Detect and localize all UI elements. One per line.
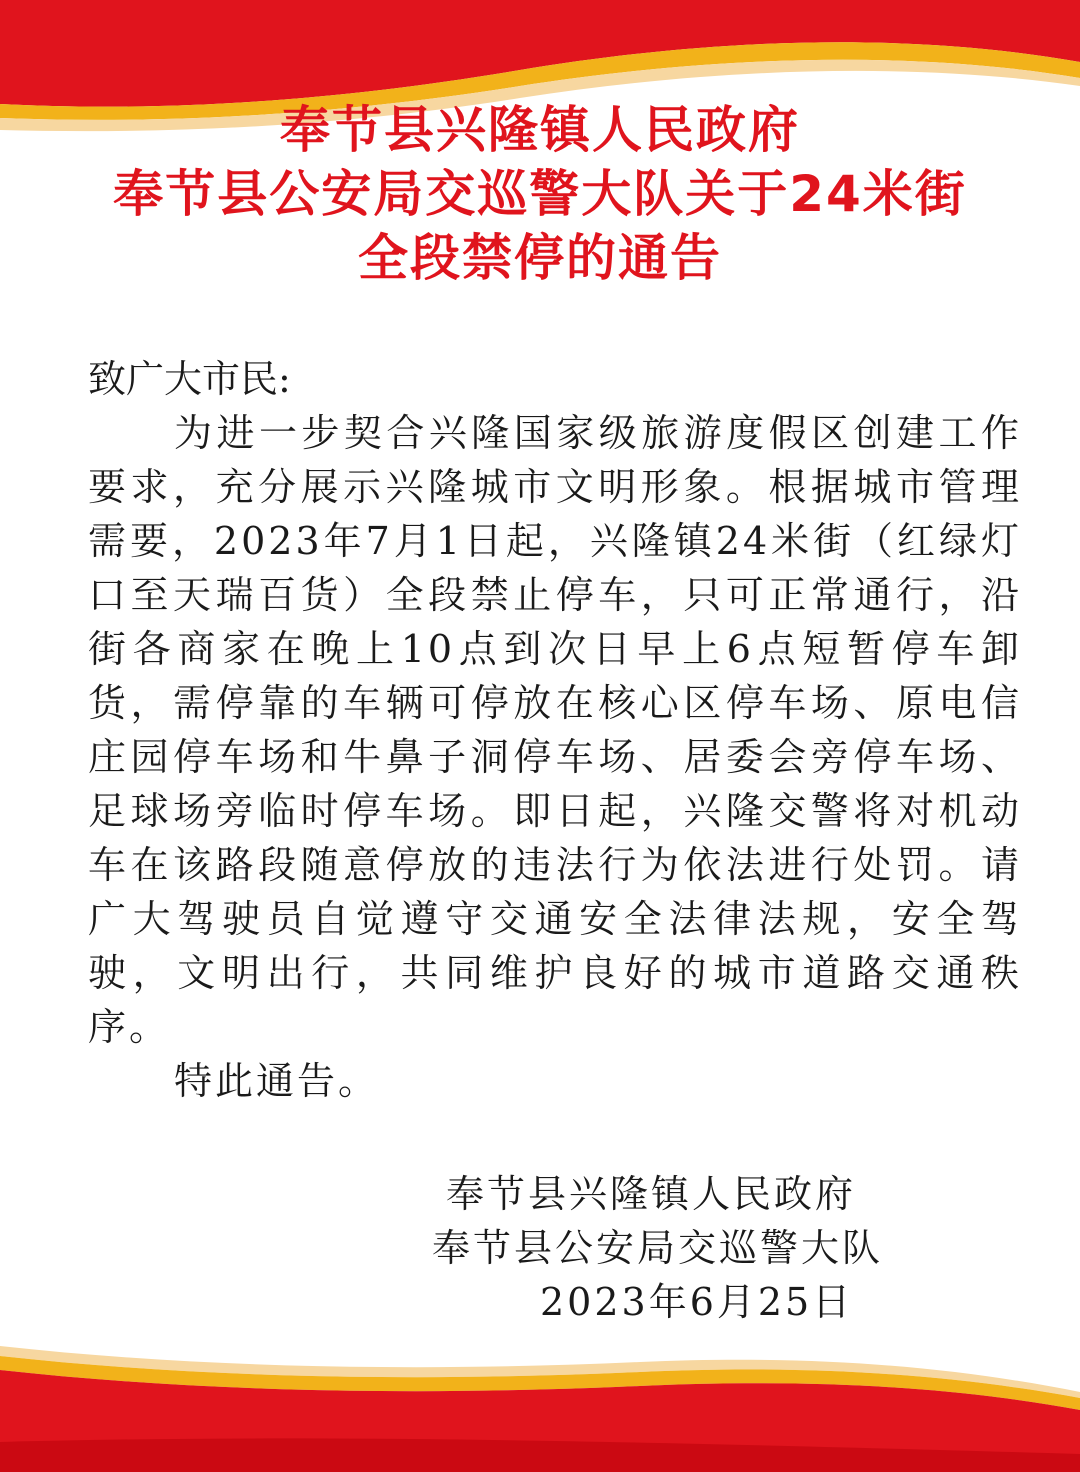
closing-line: 特此通告。 [174, 1059, 380, 1103]
body-paragraph: 为进一步契合兴隆国家级旅游度假区创建工作要求，充分展示兴隆城市文明形象。根据城市管理需要，2023年7月1日起，兴隆镇24米街（红绿灯口至天瑞百货）全段禁止停车，只可正常通行，沿街各商家在晚上10点到次日早上6点短暂停车卸货，需停靠的车辆可停放在核心区停车场、原电信庄园停车场和牛鼻子洞停车场、居委会旁停车场、足球场旁临时停车场。即日起，兴隆交警将对机动车在该路段随意停放的违法行为依法进行处罚。请广大驾驶员自觉遵守交通安全法律法规，安全驾驶，文明出行，共同维护良好的城市道路交通秩序。 [88, 411, 1022, 1049]
bottom-wave-decoration [0, 1322, 1080, 1472]
notice-body [88, 352, 1022, 1108]
signature-block [380, 1167, 1000, 1329]
title-line-2: 奉节县公安局交巡警大队关于24米街 [113, 165, 967, 223]
signature-date: 2023年6月25日 [540, 1280, 854, 1324]
title-line-1: 奉节县兴隆镇人民政府 [280, 101, 800, 159]
title-line-3: 全段禁停的通告 [358, 229, 722, 287]
signature-org-2: 奉节县公安局交巡警大队 [432, 1226, 884, 1270]
notice-title [40, 98, 1040, 290]
signature-org-1: 奉节县兴隆镇人民政府 [446, 1172, 857, 1216]
salutation: 致广大市民: [88, 357, 291, 401]
